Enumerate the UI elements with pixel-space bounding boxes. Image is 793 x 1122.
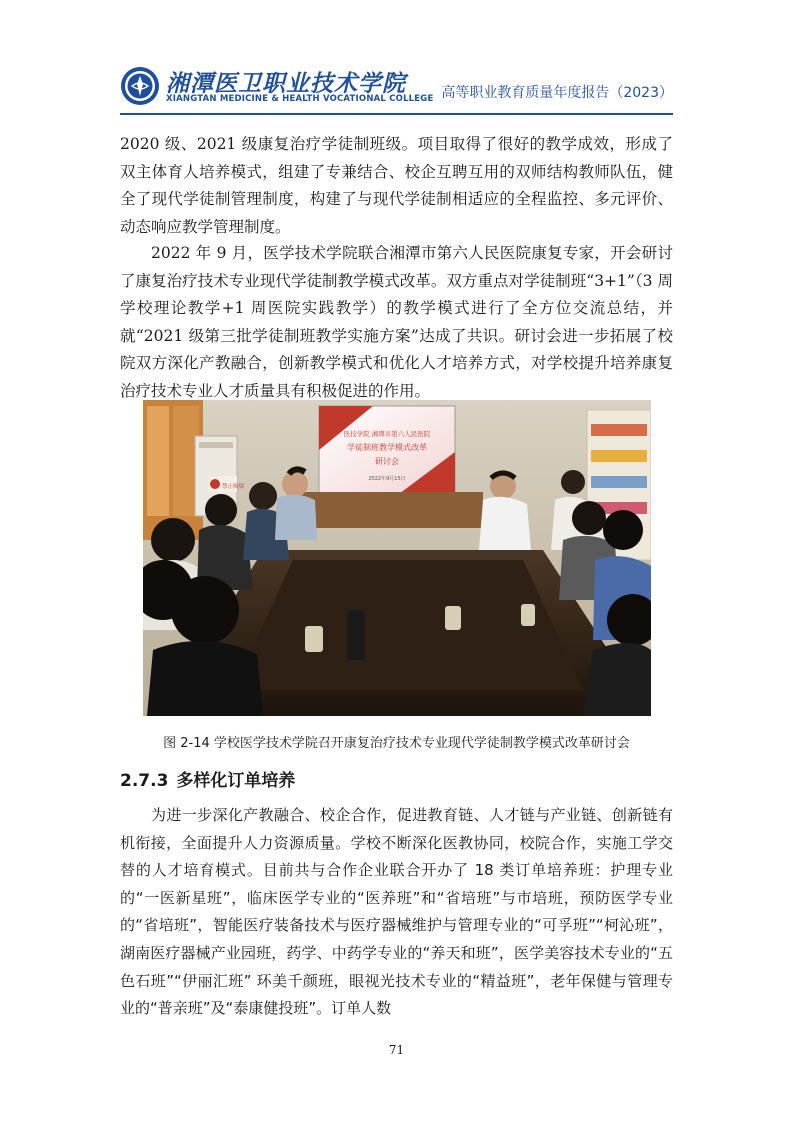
page-header (120, 62, 673, 116)
paragraph-seminar-summary: 2022 年 9 月，医学技术学院联合湘潭市第六人民医院康复专家，开会研讨了康复治疗技术专业现代学徒制教学模式改革。双方重点对学徒制班“3+1”（3 周学校理论教学+1 周医院实践教学）的教学模式进行了全方位交流总结，并就“2021 级第三批学徒制班教学实施方案”达成了共识。研讨会进一步拓展了校院双方深化产教融合，创新教学模式和优化人才培养方式，对学校提升培养康复治疗技术专业人才质量具有积极促进的作用。 (120, 244, 673, 400)
school-name-en: XIANGTAN MEDICINE & HEALTH VOCATIONAL COLLEGE (166, 94, 434, 104)
no-smoking-sign: 禁止吸烟 (222, 484, 245, 490)
school-name-cn: 湘潭医卫职业技术学院 (166, 70, 406, 97)
screen-date: 2022年9月15日 (368, 476, 406, 482)
paragraph-apprenticeship-results: 2020 级、2021 级康复治疗学徒制班级。项目取得了很好的教学成效，形成了双主体育人培养模式，组建了专兼结合、校企互聘互用的双师结构教师队伍，健全了现代学徒制管理制度，构建了与现代学徒制相适应的全程监控、多元评价、动态响应教学管理制度。 (120, 135, 673, 236)
screen-title-line1: 医技学院 湘潭市第六人民医院 (343, 430, 431, 438)
header-divider (120, 113, 673, 115)
seminar-photo (143, 400, 651, 716)
figure-caption: 图 2-14 学校医学技术学院召开康复治疗技术专业现代学徒制教学模式改革研讨会 (163, 736, 630, 751)
section-title: 多样化订单培养 (176, 771, 296, 791)
page-number: 71 (388, 1043, 405, 1057)
school-seal-logo (120, 66, 160, 106)
section-number: 2.7.3 (120, 771, 169, 791)
screen-title-line3: 研讨会 (375, 457, 399, 466)
report-title: 高等职业教育质量年度报告（2023） (441, 85, 673, 101)
paragraph-order-training: 为进一步深化产教融合、校企合作，促进教育链、人才链与产业链、创新链有机衔接，全面提升人力资源质量。学校不断深化医教协同，校院合作，实施工学交替的人才培育模式。目前共与合作企业联合开办了 18 类订单培养班：护理专业的“一医新星班”，临床医学专业的“医养班”和“省培班”与市培班，预防医学专业的“省培班”，智能医疗装备技术与医疗器械维护与管理专业的“可孚班”“柯沁班”，湖南医疗器械产业园班，药学、中药学专业的“养天和班”，医学美容技术专业的“五色石班”“伊丽汇班” 环美千颜班，眼视光技术专业的“精益班”，老年保健与管理专业的“普亲班”及“泰康健投班”。订单人数 (120, 806, 673, 1018)
screen-title-line2: 学徒制班教学模式改革 (347, 443, 427, 452)
section-heading (120, 766, 295, 791)
